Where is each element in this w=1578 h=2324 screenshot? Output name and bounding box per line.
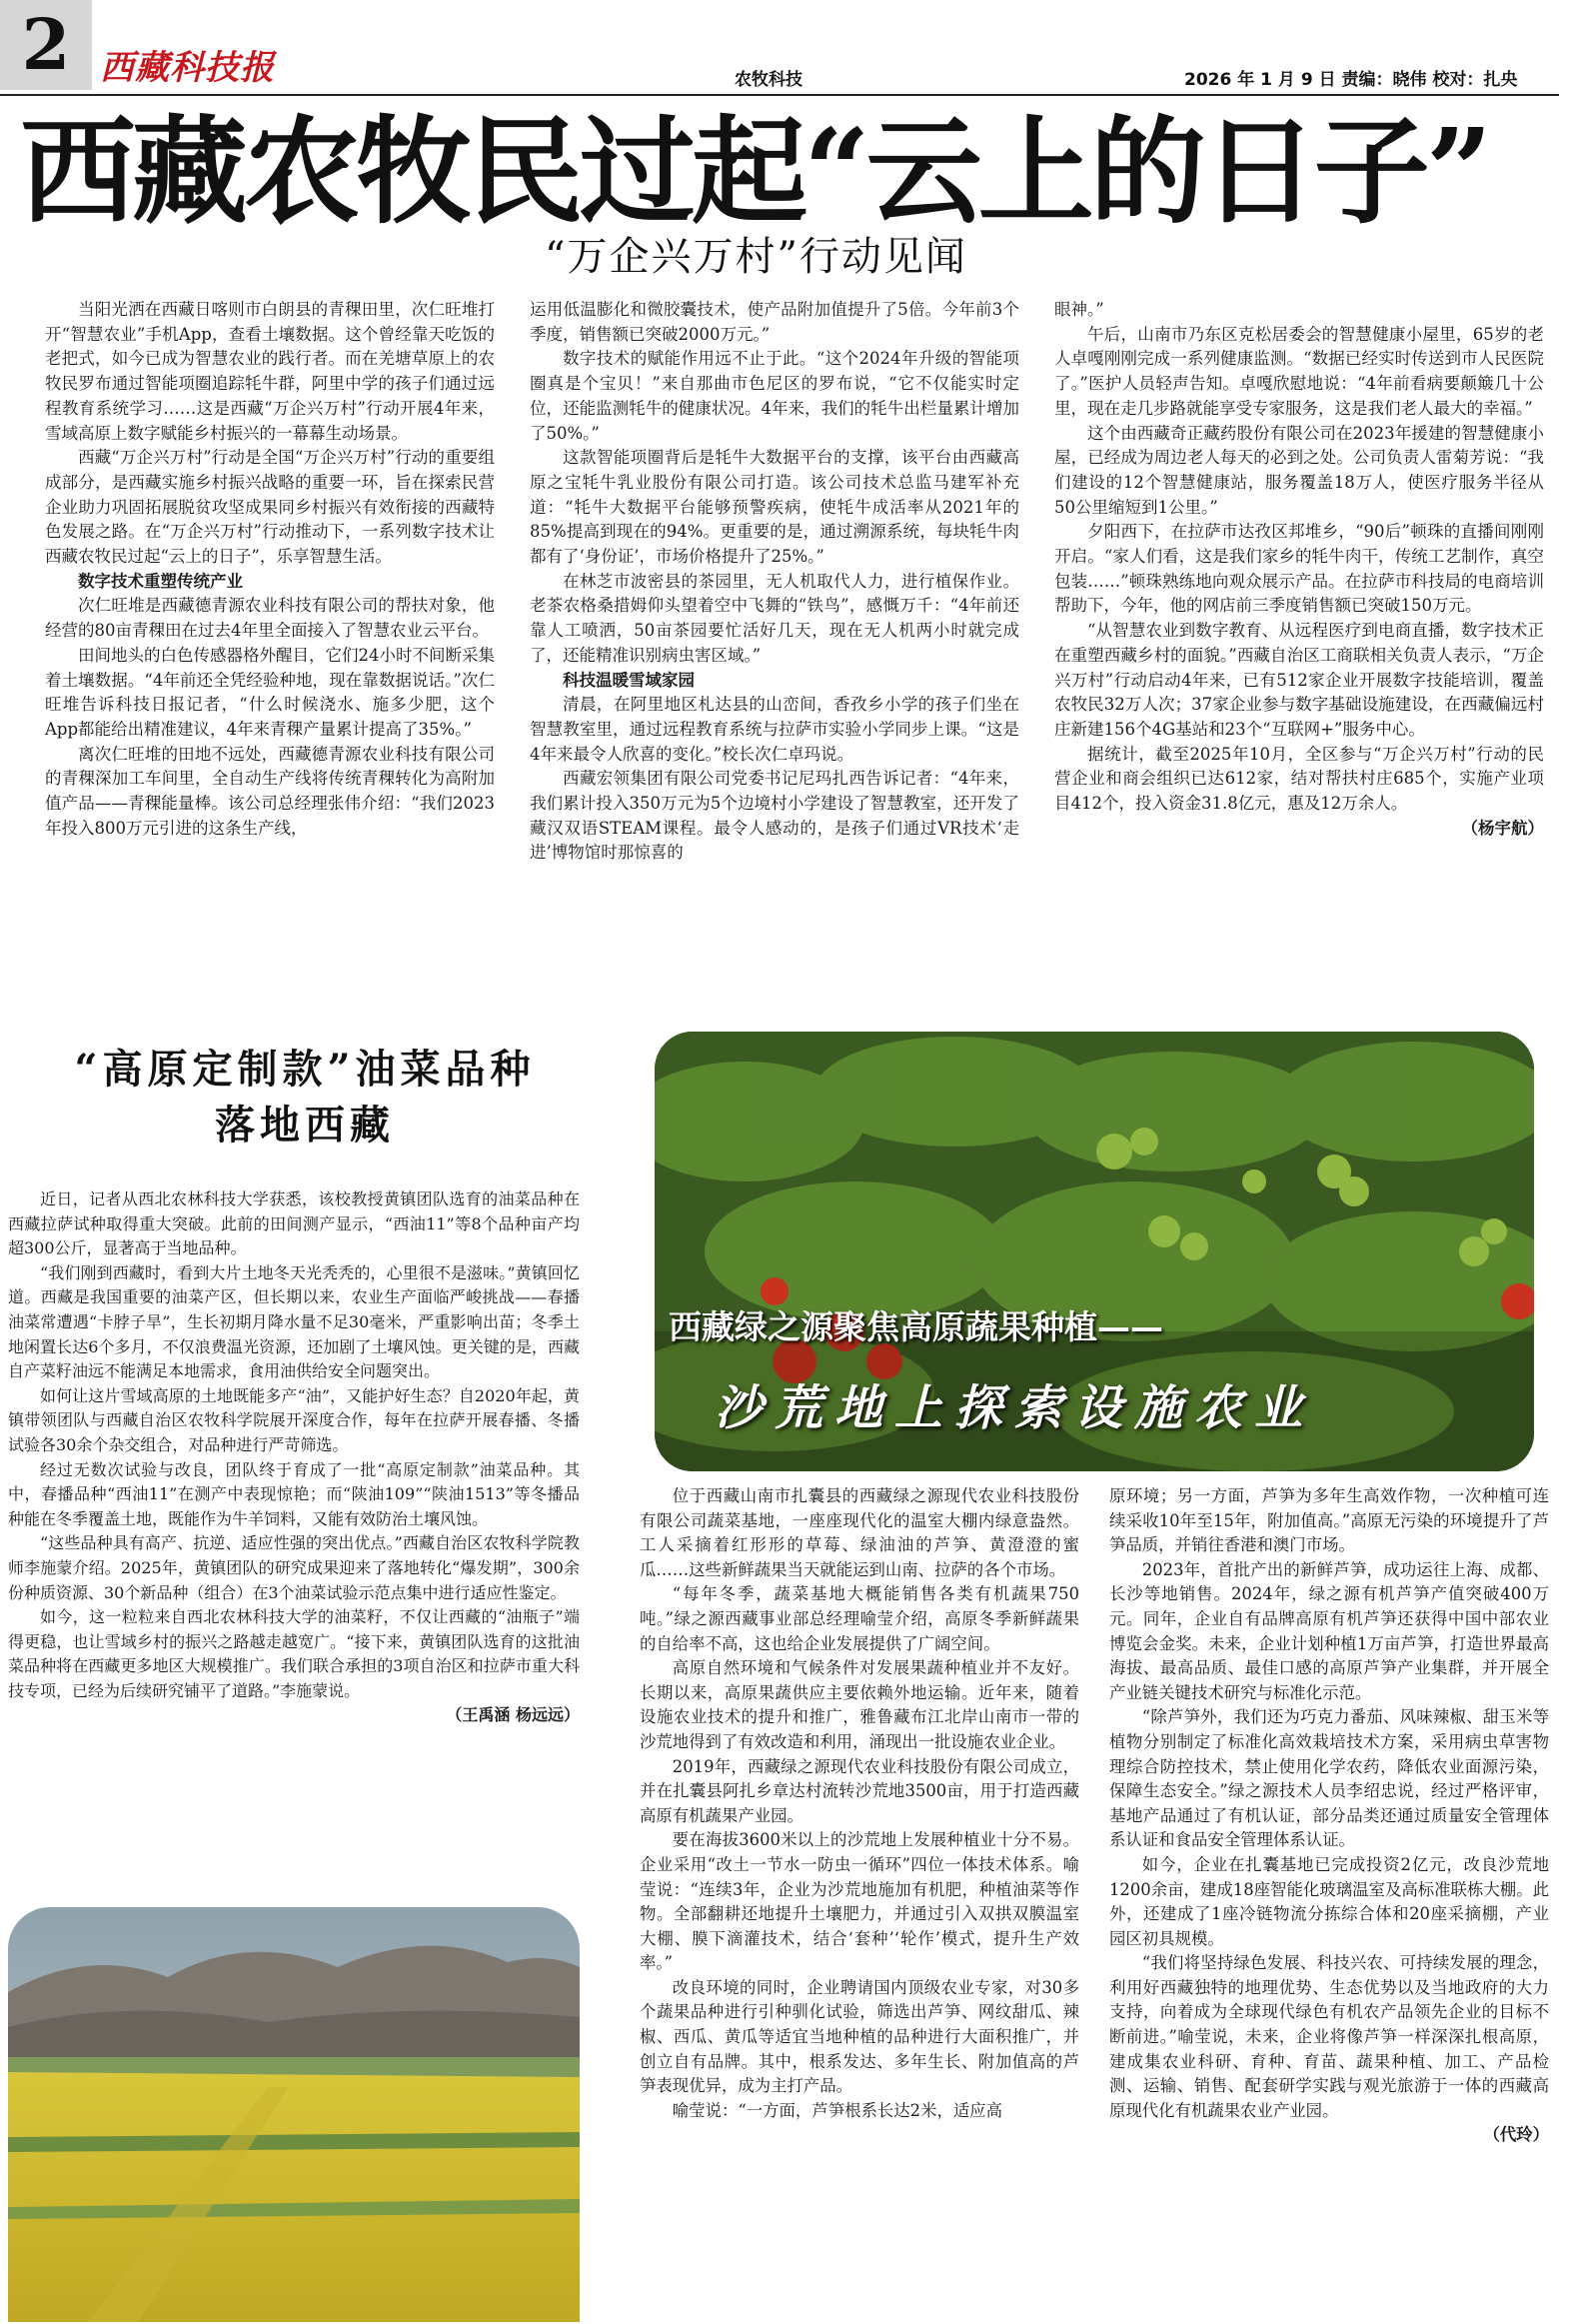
paper-logo: 西藏科技报: [100, 48, 275, 88]
section-name: 农牧科技: [735, 70, 802, 90]
lead-paragraph: 午后，山南市乃东区克松居委会的智慧健康小屋里，65岁的老人卓嘎刚刚完成一系列健康监测。“数据已经实时传送到市人民医院了。”医护人员轻声告知。卓嘎欣慰地说：“4年前看病要颠簸几十公里，现在走几步路就能享受专家服务，这是我们老人最大的幸福。”: [1054, 324, 1544, 418]
rapeseed-paragraph: 近日，记者从西北农林科技大学获悉，该校教授黄镇团队选育的油菜品种在西藏拉萨试种取得重大突破。此前的田间测产显示，“西油11”等8个品种亩产均超300公斤，显著高于当地品种。: [8, 1189, 580, 1258]
rapeseed-paragraph: 如何让这片雪域高原的土地既能多产“油”，又能护好生态？自2020年起，黄镇带领团队与西藏自治区农牧科学院展开深度合作，每年在拉萨开展春播、冬播试验各30余个杂交组合，对品种进行严苛筛选。: [8, 1385, 580, 1454]
vegetable-paragraph: “每年冬季，蔬菜基地大概能销售各类有机蔬果750吨。”绿之源西藏事业部总经理喻莹介绍，高原冬季新鲜蔬果的自给率不高，这也给企业发展提供了广阔空间。: [640, 1584, 1079, 1653]
rapeseed-headline-line-1: “高原定制款”油菜品种: [74, 1046, 536, 1093]
lead-paragraph: 西藏“万企兴万村”行动是全国“万企兴万村”行动的重要组成部分，是西藏实施乡村振兴战略的重要一环，旨在探索民营企业助力巩固拓展脱贫攻坚成果同乡村振兴有效衔接的西藏特色发展之路。在“万企兴万村”行动推动下，一系列数字技术让西藏农牧民过起“云上的日子”，乐享智慧生活。: [45, 448, 495, 567]
photo-caption-line-2: 沙荒地上探索设施农业: [715, 1380, 1315, 1436]
rapeseed-paragraph: 如今，这一粒粒来自西北农林科技大学的油菜籽，不仅让西藏的“油瓶子”端得更稳，也让雪域乡村的振兴之路越走越宽广。“接下来，黄镇团队选育的这批油菜品种将在西藏更多地区大规模推广。我们联合承担的3项自治区和拉萨市重大科技专项，已经为后续研究铺平了道路。”李施蒙说。: [8, 1607, 580, 1700]
rapeseed-paragraph: 经过无数次试验与改良，团队终于育成了一批“高原定制款”油菜品种。其中，春播品种“西油11”在测产中表现惊艳；而“陕油109”“陕油1513”等冬播品种能在冬季覆盖土地，既能作为牛羊饲料，又能有效防治土壤风蚀。: [8, 1459, 580, 1528]
vegetable-paragraph: 喻莹说：“一方面，芦笋根系长达2米，适应高: [672, 2100, 1003, 2120]
rapeseed-field-photo: [8, 1907, 580, 2322]
rapeseed-byline: （王禹涵 杨远远）: [446, 1705, 580, 1725]
lead-paragraph: 当阳光洒在西藏日喀则市白朗县的青稞田里，次仁旺堆打开“智慧农业”手机App，查看土壤数据。这个曾经靠天吃饭的老把式，如今已成为智慧农业的践行者。而在羌塘草原上的农牧民罗布通过智能项圈追踪牦牛群，阿里中学的孩子们通过远程教育系统学习……这是西藏“万企兴万村”行动开展4年来，雪域高原上数字赋能乡村振兴的一幕幕生动场景。: [45, 300, 495, 443]
lead-paragraph: 数字技术的赋能作用远不止于此。“这个2024年升级的智能项圈真是个宝贝！”来自那曲市色尼区的罗布说，“它不仅能实时定位，还能监测牦牛的健康状况。4年来，我们的牦牛出栏量累计增加了50%。”: [530, 349, 1019, 443]
lead-paragraph: 眼神。”: [1054, 300, 1104, 319]
page-number-box: [0, 0, 92, 90]
rapeseed-paragraph: “我们刚到西藏时，看到大片土地冬天光秃秃的，心里很不是滋味。”黄镇回忆道。西藏是我国重要的油菜产区，但长期以来，农业生产面临严峻挑战——春播油菜常遭遇“卡脖子旱”，生长初期月降水量不足30毫米，严重影响出苗；冬季土地闲置长达6个多月，不仅浪费温光资源，还加剧了土壤风蚀。更关键的是，西藏自产菜籽油远不能满足本地需求，食用油供给安全问题突出。: [8, 1262, 580, 1381]
issue-info: 2026 年 1 月 9 日 责编：晓伟 校对：扎央: [1184, 70, 1518, 90]
vegetable-paragraph: 位于西藏山南市扎囊县的西藏绿之源现代农业科技股份有限公司蔬菜基地，一座座现代化的温室大棚内绿意盎然。工人采摘着红形形的草莓、绿油油的芦笋、黄澄澄的蜜瓜……这些新鲜蔬果当天就能运到山南、拉萨的各个市场。: [640, 1486, 1079, 1579]
lead-column-1: [45, 298, 495, 841]
vegetable-paragraph: 高原自然环境和气候条件对发展果蔬种植业并不友好。长期以来，高原果蔬供应主要依赖外地运输。近年来，随着设施农业技术的提升和推广，雅鲁藏布江北岸山南市一带的沙荒地得到了有效改造和利用，涌现出一批设施农业企业。: [640, 1658, 1079, 1751]
rapeseed-field-illustration: [8, 1907, 580, 2322]
vegetable-paragraph: 2023年，首批产出的新鲜芦笋，成功运往上海、成都、长沙等地销售。2024年，绿之源有机芦笋产值突破400万元。同年，企业自有品牌高原有机芦笋还获得中国中部农业博览会金奖。未来，企业计划种植1万亩芦笋，打造世界最高海拔、最高品质、最佳口感的高原芦笋产业集群，并开展全产业链关键技术研究与标准化示范。: [1109, 1559, 1549, 1702]
lead-byline: （杨宇航）: [1461, 818, 1544, 838]
lead-paragraph: 离次仁旺堆的田地不远处，西藏德青源农业科技有限公司的青稞深加工车间里，全自动生产线将传统青稞转化为高附加值产品——青稞能量棒。该公司总经理张伟介绍：“我们2023年投入800万元引进的这条生产线，: [45, 744, 495, 838]
lead-subheading: 数字技术重塑传统产业: [78, 571, 243, 591]
vegetable-paragraph: 如今，企业在扎囊基地已完成投资2亿元，改良沙荒地1200余亩，建成18座智能化玻璃温室及高标准联栋大棚。此外，还建成了1座冷链物流分拣综合体和20座采摘棚，产业园区初具规模。: [1109, 1854, 1549, 1948]
lead-headline: 西藏农牧民过起“云上的日子”: [20, 104, 1489, 240]
page-number: 2: [21, 3, 71, 86]
lead-subheading: 科技温暖雪域家园: [563, 670, 695, 690]
vegetable-paragraph: 原环境；另一方面，芦笋为多年生高效作物，一次种植可连续采收10年至15年，附加值高。”高原无污染的环境提升了芦笋品质，并销往香港和澳门市场。: [1109, 1486, 1549, 1555]
lead-paragraph: 西藏宏领集团有限公司党委书记尼玛扎西告诉记者：“4年来，我们累计投入350万元为5个边境村小学建设了智慧教室，还开发了藏汉双语STEAM课程。最令人感动的，是孩子们通过VR技术‘走进’博物馆时那惊喜的: [530, 769, 1019, 863]
lead-paragraph: 清晨，在阿里地区札达县的山峦间，香孜乡小学的孩子们坐在智慧教室里，通过远程教育系统与拉萨市实验小学同步上课。“这是4年来最令人欣喜的变化。”校长次仁卓玛说。: [530, 695, 1019, 764]
lead-column-2: [530, 298, 1019, 866]
lead-paragraph: “从智慧农业到数字教育、从远程医疗到电商直播，数字技术正在重塑西藏乡村的面貌。”西藏自治区工商联相关负责人表示，“万企兴万村”行动启动4年来，已有512家企业开展数字技能培训，覆盖农牧民32万人次；37家企业参与数字基础设施建设，在西藏偏远村庄新建156个4G基站和23个“互联网+”服务中心。: [1054, 621, 1544, 739]
vegetable-column-2: [1109, 1484, 1549, 2148]
lead-paragraph: 运用低温膨化和微胶囊技术，使产品附加值提升了5倍。今年前3个季度，销售额已突破2000万元。”: [530, 300, 1019, 344]
rapeseed-headline-line-2: 落地西藏: [215, 1102, 395, 1149]
vegetable-paragraph: 要在海拔3600米以上的沙荒地上发展种植业十分不易。企业采用“改土一节水一防虫一循环”四位一体技术体系。喻莹说：“连续3年，企业为沙荒地施加有机肥，种植油菜等作物。全部翻耕还地提升土壤肥力，并通过引入双拱双膜温室大棚、膜下滴灌技术，结合‘套种’‘轮作’模式，提升生产效率。”: [640, 1830, 1079, 1973]
lead-paragraph: 在林芝市波密县的茶园里，无人机取代人力，进行植保作业。老茶农格桑措姆仰头望着空中飞舞的“铁鸟”，感慨万千：“4年前还靠人工喷洒，50亩茶园要忙活好几天，现在无人机两小时就完成了，还能精准识别病虫害区域。”: [530, 571, 1019, 665]
rapeseed-headline: [30, 1042, 580, 1154]
lead-paragraph: 据统计，截至2025年10月，全区参与“万企兴万村”行动的民营企业和商会组织已达612家，结对帮扶村庄685个，实施产业项目412个，投入资金31.8亿元，惠及12万余人。: [1054, 744, 1544, 814]
vegetable-paragraph: 2019年，西藏绿之源现代农业科技股份有限公司成立，并在扎囊县阿扎乡章达村流转沙荒地3500亩，用于打造西藏高原有机蔬果产业园。: [640, 1756, 1079, 1825]
lead-paragraph: 这个由西藏奇正藏药股份有限公司在2023年援建的智慧健康小屋，已经成为周边老人每天的必到之处。公司负责人雷菊芳说：“我们建设的12个智慧健康站，服务覆盖18万人，使医疗服务半径从50公里缩短到1公里。”: [1054, 423, 1544, 517]
vegetable-column-1: [640, 1484, 1079, 2123]
masthead-rule: [0, 94, 1559, 96]
vegetable-paragraph: “我们将坚持绿色发展、科技兴农、可持续发展的理念，利用好西藏独特的地理优势、生态优势以及当地政府的大力支持，向着成为全球现代绿色有机农产品领先企业的目标不断前进。”喻莹说，未来，企业将像芦笋一样深深扎根高原，建成集农业科研、育种、育苗、蔬果种植、加工、产品检测、运输、销售、配套研学实践与观光旅游于一体的西藏高原现代化有机蔬果农业产业园。: [1109, 1953, 1549, 2120]
rapeseed-body: [8, 1187, 580, 1728]
lead-paragraph: 田间地头的白色传感器格外醒目，它们24小时不间断采集着土壤数据。“4年前还全凭经验种地，现在靠数据说话。”次仁旺堆告诉科技日报记者，“什么时候浇水、施多少肥，这个App都能给出精准建议，4年来青稞产量累计提高了35%。”: [45, 645, 495, 739]
lead-paragraph: 次仁旺堆是西藏德青源农业科技有限公司的帮扶对象，他经营的80亩青稞田在过去4年里全面接入了智慧农业云平台。: [45, 596, 495, 641]
vegetable-byline: （代玲）: [1483, 2125, 1549, 2145]
lead-paragraph: 夕阳西下，在拉萨市达孜区邦堆乡，“90后”顿珠的直播间刚刚开启。“家人们看，这是我们家乡的牦牛肉干，传统工艺制作，真空包装……”顿珠熟练地向观众展示产品。在拉萨市科技局的电商培训帮助下，今年，他的网店前三季度销售额已突破150万元。: [1054, 522, 1544, 616]
lead-column-3: [1054, 298, 1544, 841]
rapeseed-paragraph: “这些品种具有高产、抗逆、适应性强的突出优点。”西藏自治区农牧科学院教师李施蒙介绍。2025年，黄镇团队的研究成果迎来了落地转化“爆发期”，300余份种质资源、30个新品种（组合）在3个油菜试验示范点集中进行适应性鉴定。: [8, 1533, 580, 1602]
vegetable-greenhouse-photo: [655, 1032, 1534, 1471]
vegetable-paragraph: “除芦笋外，我们还为巧克力番茄、风味辣椒、甜玉米等植物分别制定了标准化高效栽培技术方案，采用病虫草害物理综合防控技术，禁止使用化学农药，降低农业面源污染，保障生态安全。”绿之源技术人员李绍忠说，经过严格评审，基地产品通过了有机认证，部分品类还通过质量安全管理体系认证和食品安全管理体系认证。: [1109, 1707, 1549, 1850]
lead-subheadline: “万企兴万村”行动见闻: [545, 234, 967, 280]
vegetable-paragraph: 改良环境的同时，企业聘请国内顶级农业专家，对30多个蔬果品种进行引种驯化试验，筛选出芦笋、网纹甜瓜、辣椒、西瓜、黄瓜等适宜当地种植的品种进行大面积推广，并创立自有品牌。其中，根系发达、多年生长、附加值高的芦笋表现优异，成为主打产品。: [640, 1977, 1079, 2096]
lead-paragraph: 这款智能项圈背后是牦牛大数据平台的支撑，该平台由西藏高原之宝牦牛乳业股份有限公司打造。该公司技术总监马建军补充道：“牦牛大数据平台能够预警疾病，使牦牛成活率从2021年的85%提高到现在的94%。更重要的是，通过溯源系统，每块牦牛肉都有了‘身份证’，市场价格提升了25%。”: [530, 448, 1019, 567]
photo-caption-line-1: 西藏绿之源聚焦高原蔬果种植——: [669, 1307, 1163, 1346]
